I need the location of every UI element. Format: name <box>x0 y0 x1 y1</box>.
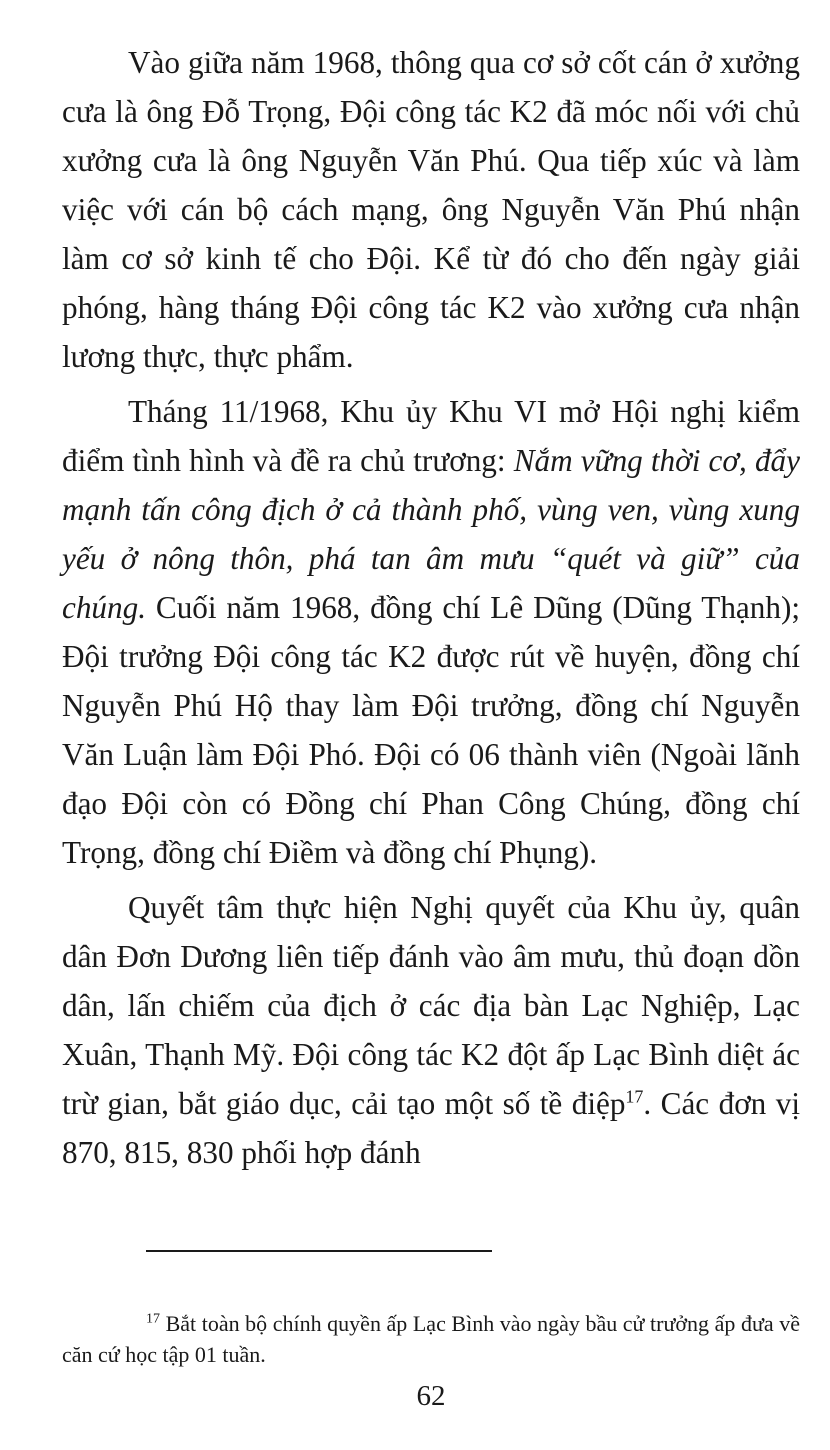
footnote-marker: 17 <box>146 1311 160 1327</box>
paragraph-2-lead: Tháng 11/1968, Khu ủy Khu VI mở Hội nghị kiểm điểm tình hình và đề ra chủ trương: <box>62 394 800 478</box>
body-paragraph-3 <box>62 883 800 1177</box>
body-paragraph-1 <box>62 38 800 381</box>
paragraph-1-text: Vào giữa năm 1968, thông qua cơ sở cốt cán ở xưởng cưa là ông Đỗ Trọng, Đội công tác K2 đã móc nối với chủ xưởng cưa là ông Nguyễn Văn Phú. Qua tiếp xúc và làm việc với cán bộ cách mạng, ông Nguyễn Văn Phú nhận làm cơ sở kinh tế cho Đội. Kể từ đó cho đến ngày giải phóng, hàng tháng Đội công tác K2 vào xưởng cưa nhận lương thực, thực phẩm. <box>62 45 800 374</box>
paragraph-3-lead: Quyết tâm thực hiện Nghị quyết của Khu ủy, quân dân Đơn Dương liên tiếp đánh vào âm mưu, thủ đoạn dồn dân, lấn chiếm của địch ở các địa bàn Lạc Nghiệp, Lạc Xuân, Thạnh Mỹ. Đội công tác K2 đột ấp Lạc Bình diệt ác trừ gian, bắt giáo dục, cải tạo một số tề điệp <box>62 890 800 1121</box>
footnote <box>62 1308 800 1370</box>
footnote-reference: 17 <box>625 1086 644 1107</box>
footnote-separator <box>146 1250 492 1252</box>
footnote-text: Bắt toàn bộ chính quyền ấp Lạc Bình vào ngày bầu cử trưởng ấp đưa về căn cứ học tập 01 tuần. <box>62 1311 800 1367</box>
paragraph-2-italic-quote: Nắm vững thời cơ, đẩy mạnh tấn công địch ở cả thành phố, vùng ven, vùng xung yếu ở nông thôn, phá tan âm mưu “quét và giữ” của chúng. <box>62 443 800 625</box>
document-page <box>62 38 800 1428</box>
paragraph-3-rest: . Các đơn vị 870, 815, 830 phối hợp đánh <box>62 1086 800 1170</box>
paragraph-2-rest: Cuối năm 1968, đồng chí Lê Dũng (Dũng Thạnh); Đội trưởng Đội công tác K2 được rút về huyện, đồng chí Nguyễn Phú Hộ thay làm Đội trưởng, đồng chí Nguyễn Văn Luận làm Đội Phó. Đội có 06 thành viên (Ngoài lãnh đạo Đội còn có Đồng chí Phan Công Chúng, đồng chí Trọng, đồng chí Điềm và đồng chí Phụng). <box>62 590 800 870</box>
page-number: 62 <box>416 1380 446 1412</box>
body-paragraph-2 <box>62 387 800 877</box>
